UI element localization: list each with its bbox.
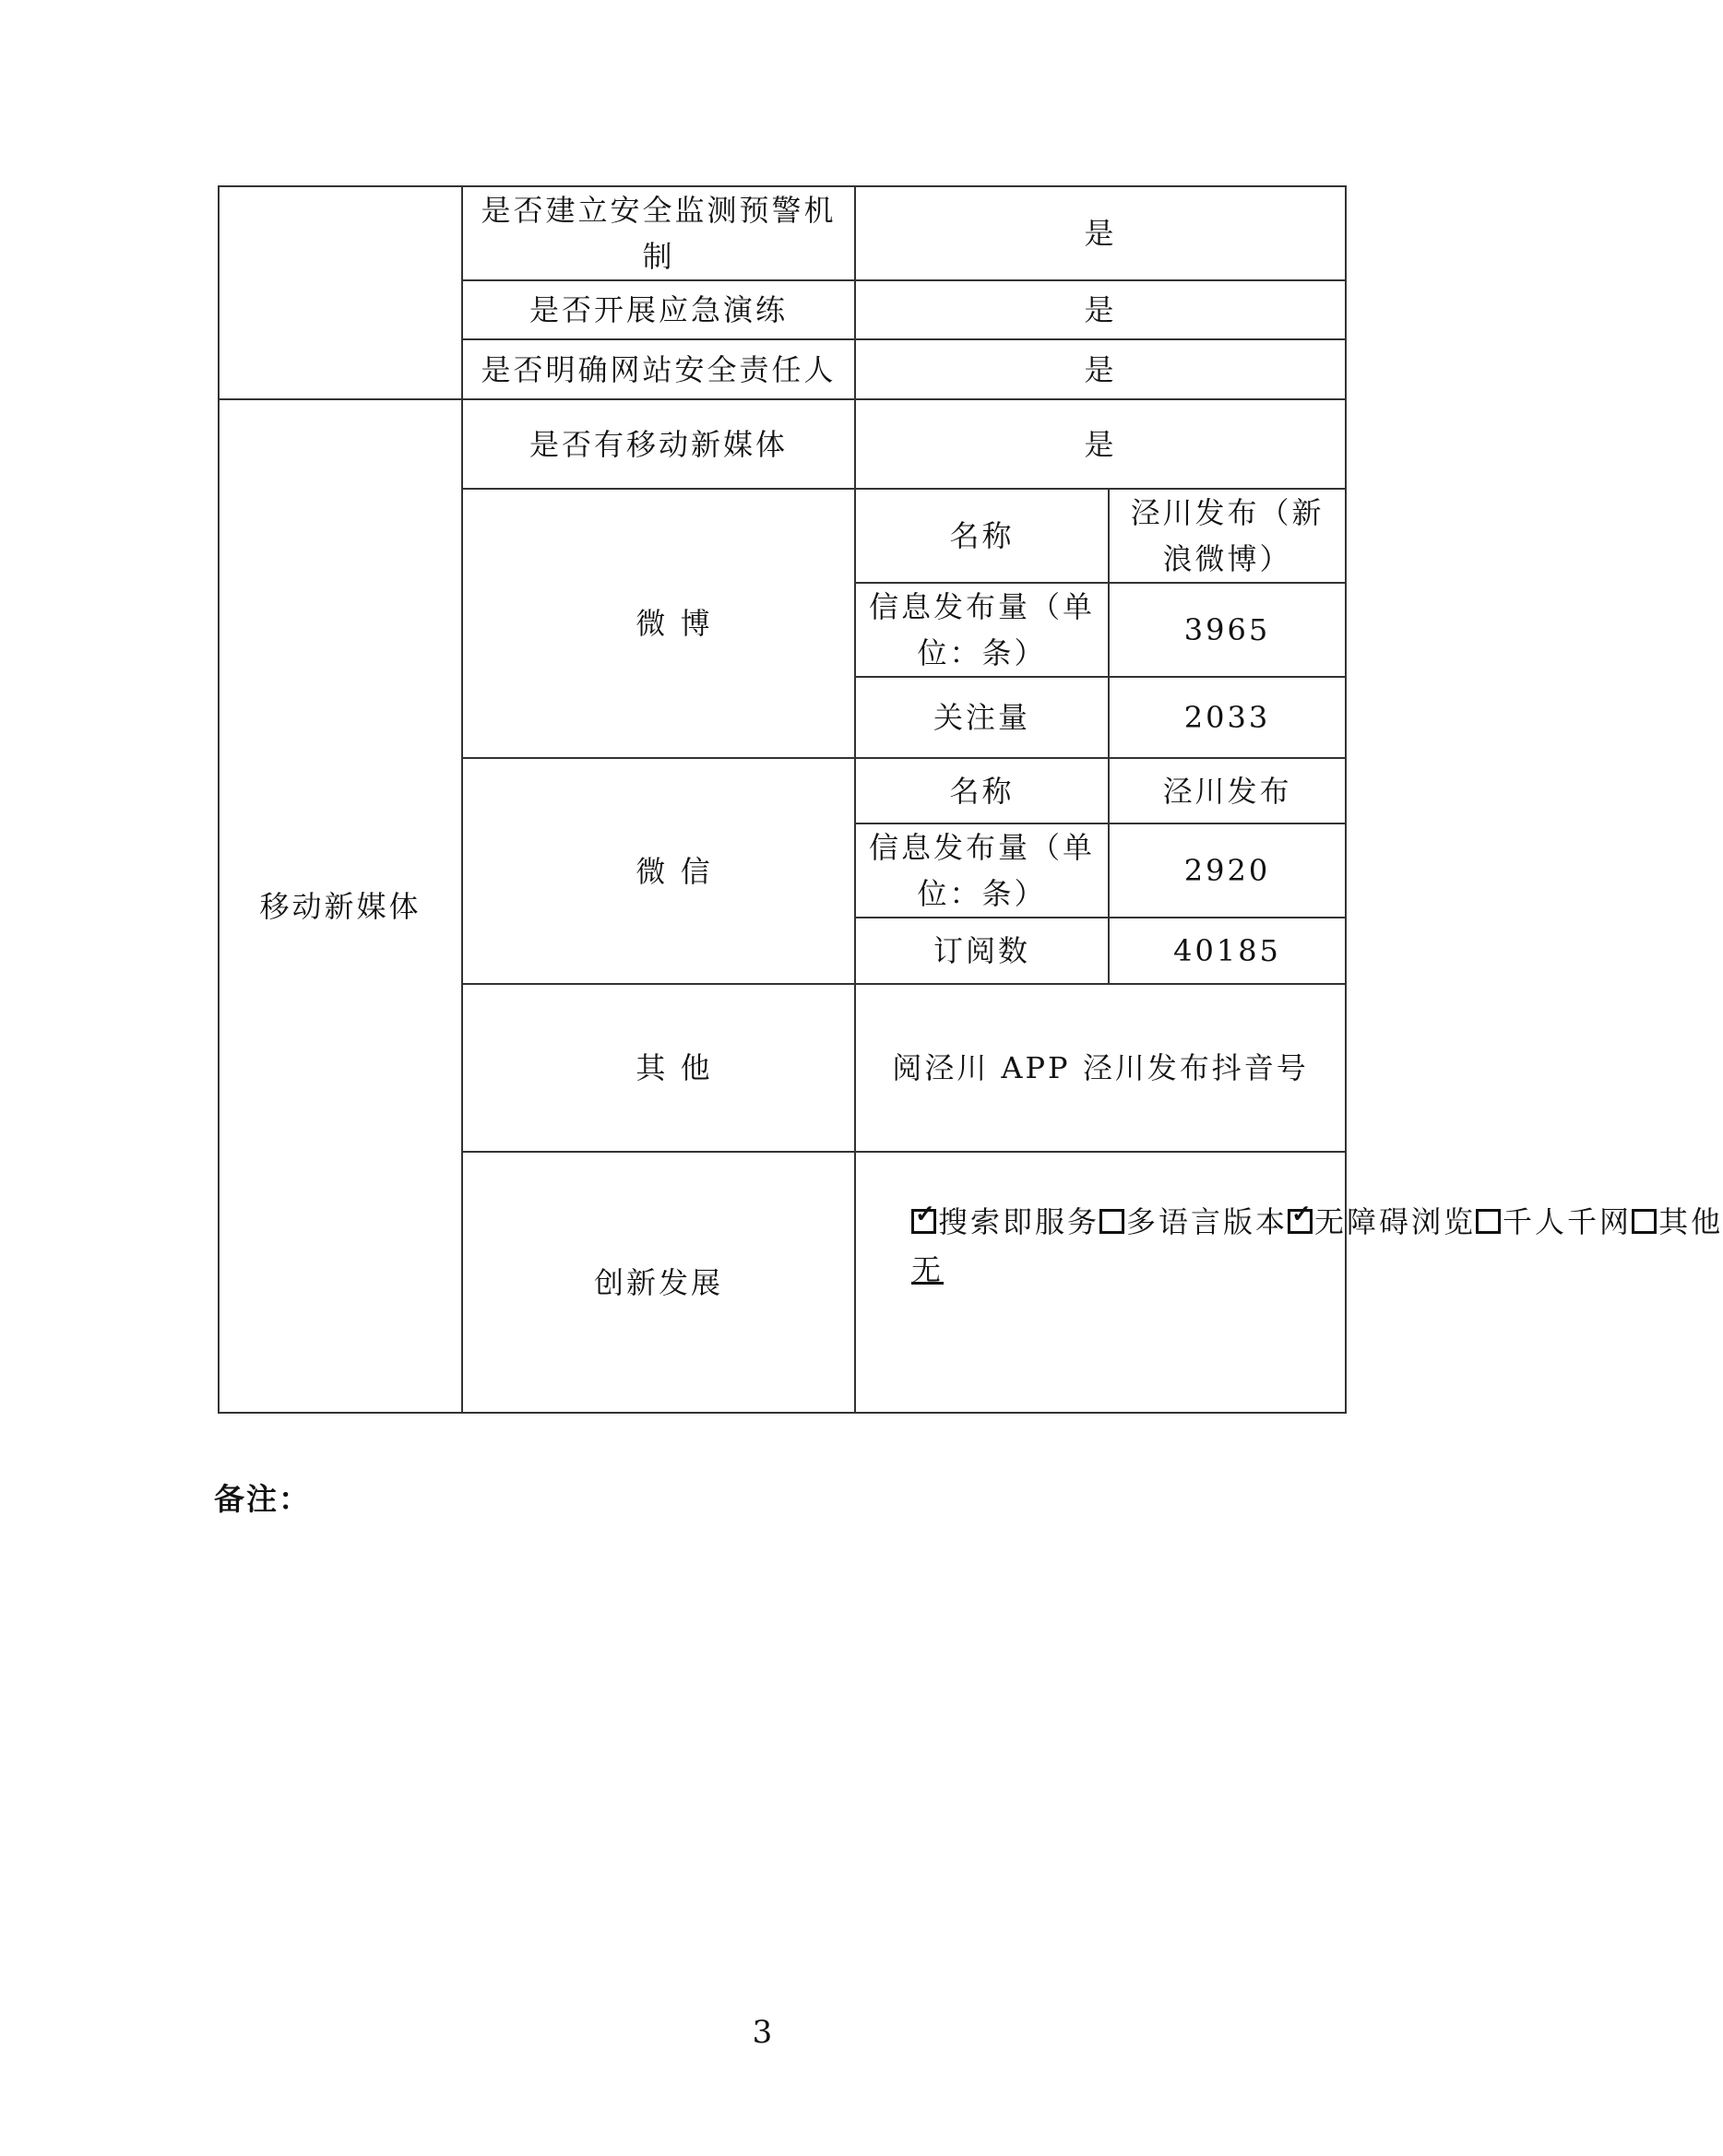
option-checkbox-accessible-browsing[interactable] (1288, 1201, 1314, 1234)
has-media-row (219, 399, 1346, 489)
remarks-label: 备注： (214, 1481, 311, 1517)
monitoring-value: 是 (855, 186, 1346, 280)
mobile-media-section-label: 移动新媒体 (219, 399, 462, 1413)
weibo-label: 微 博 (462, 489, 855, 758)
weibo-posts-value: 3965 (1109, 583, 1346, 677)
weibo-name-value: 泾川发布（新浪微博） (1109, 489, 1346, 583)
other-note: 无 (911, 1252, 945, 1287)
option-checkbox-multilingual[interactable] (1099, 1209, 1124, 1234)
monitoring-row (219, 186, 1346, 280)
option-label-personalized: 千人千网 (1503, 1204, 1633, 1239)
wechat-subscribers-value: 40185 (1109, 918, 1346, 984)
report-table (218, 185, 1723, 1414)
option-label-search-service: 搜索即服务 (938, 1204, 1100, 1239)
wechat-posts-label: 信息发布量（单位：条） (855, 823, 1109, 918)
has-media-label: 是否有移动新媒体 (462, 399, 855, 489)
other-media-label: 其 他 (462, 984, 855, 1152)
innovation-options (911, 1199, 1723, 1245)
option-label-multilingual: 多语言版本 (1126, 1204, 1289, 1239)
other-media-value: 阅泾川 APP 泾川发布抖音号 (855, 984, 1346, 1152)
wechat-name-label: 名称 (855, 758, 1109, 823)
option-label-accessible-browsing: 无障碍浏览 (1314, 1204, 1477, 1239)
wechat-posts-value: 2920 (1109, 823, 1346, 918)
has-media-value: 是 (855, 399, 1346, 489)
check-icon: ✓ (1291, 1201, 1314, 1228)
innovation-section-label: 创新发展 (462, 1152, 855, 1413)
option-label-other: 其他 (1658, 1204, 1723, 1239)
monitoring-label: 是否建立安全监测预警机制 (462, 186, 855, 280)
page-number: 3 (752, 2014, 773, 2051)
innovation-options-cell (855, 1152, 1723, 1413)
security-section-cell (219, 186, 462, 399)
wechat-name-value: 泾川发布 (1109, 758, 1346, 823)
weibo-posts-label: 信息发布量（单位：条） (855, 583, 1109, 677)
wechat-subscribers-label: 订阅数 (855, 918, 1109, 984)
responsible-label: 是否明确网站安全责任人 (462, 339, 855, 399)
option-checkbox-other[interactable] (1632, 1209, 1657, 1234)
responsible-value: 是 (855, 339, 1346, 399)
weibo-name-label: 名称 (855, 489, 1109, 583)
drill-value: 是 (855, 280, 1346, 339)
weibo-followers-value: 2033 (1109, 677, 1346, 758)
check-icon: ✓ (915, 1201, 938, 1228)
option-checkbox-search-service[interactable] (911, 1201, 938, 1234)
drill-label: 是否开展应急演练 (462, 280, 855, 339)
option-checkbox-personalized[interactable] (1476, 1209, 1501, 1234)
weibo-followers-label: 关注量 (855, 677, 1109, 758)
wechat-label: 微 信 (462, 758, 855, 984)
